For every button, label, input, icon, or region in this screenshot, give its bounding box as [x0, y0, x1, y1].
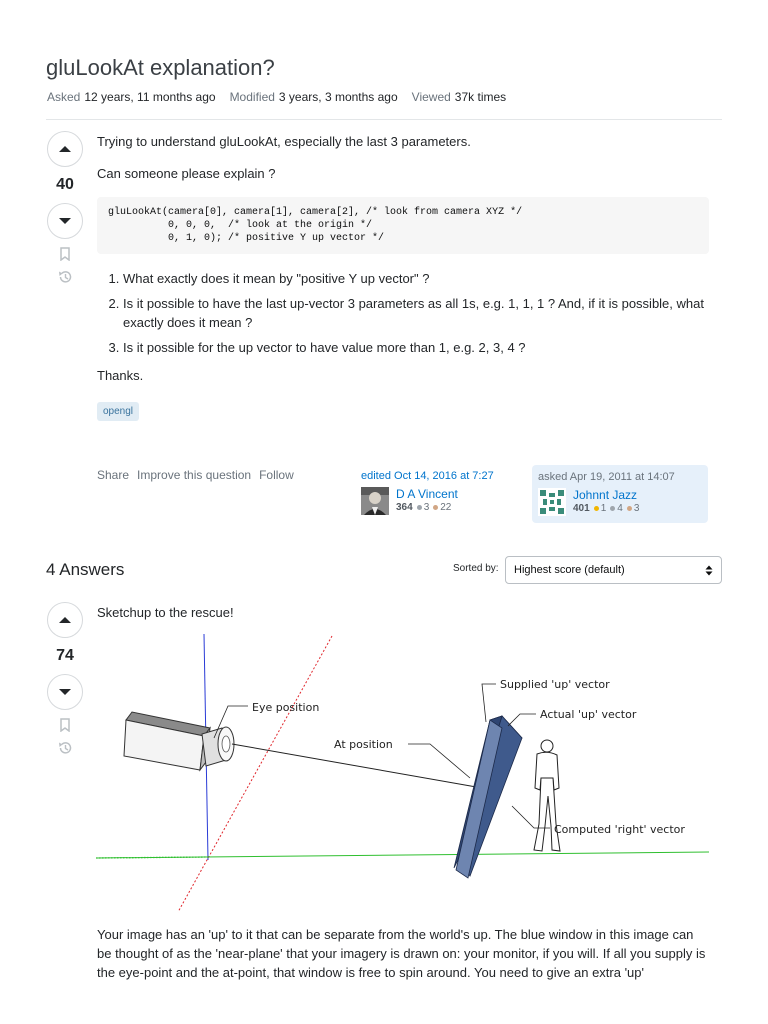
arrow-down-icon [58, 688, 72, 696]
question-body [97, 132, 709, 421]
at-position-label: At position [334, 738, 393, 751]
silver-badge-value: 3 [423, 502, 430, 513]
bookmark-button[interactable] [59, 718, 71, 732]
downvote-button[interactable] [47, 203, 83, 239]
answers-heading: 4 Answers [46, 560, 125, 579]
modified-info [230, 90, 398, 104]
tag-opengl[interactable]: opengl [97, 402, 139, 421]
answer-intro: Sketchup to the rescue! [97, 605, 234, 620]
editor-info [361, 487, 526, 515]
upvote-button[interactable] [47, 602, 83, 638]
asked-value[interactable]: 12 years, 11 months ago [84, 90, 216, 104]
editor-reputation [396, 502, 458, 513]
asker-reputation [573, 503, 639, 514]
eye-position-label: Eye position [252, 701, 320, 714]
viewed-label: Viewed [411, 90, 451, 104]
supplied-up-label: Supplied 'up' vector [500, 678, 610, 691]
bronze-badge-value: 22 [440, 502, 452, 513]
asked-info [47, 90, 216, 104]
asked-label: Asked [47, 90, 81, 104]
downvote-button[interactable] [47, 674, 83, 710]
silver-badge-value: 4 [617, 503, 623, 514]
question-paragraph: Trying to understand gluLookAt, especially the last 3 parameters. [97, 134, 471, 149]
red-axis [178, 636, 332, 912]
history-button[interactable] [57, 269, 73, 285]
list-item: 3. Is it possible for the up vector to have value more than 1, e.g. 2, 3, 4 ? [123, 338, 709, 357]
list-item: 1. What exactly does it mean by "positive Y up vector" ? [123, 269, 709, 288]
viewed-value: 37k times [454, 90, 507, 104]
right-vector-label: Computed 'right' vector [554, 823, 685, 836]
bronze-badge-icon [627, 506, 632, 511]
history-icon [57, 269, 73, 285]
question-meta [47, 90, 506, 104]
bookmark-button[interactable] [59, 247, 71, 261]
gluLookAt-diagram [92, 628, 717, 918]
follow-link[interactable]: Follow [259, 468, 294, 482]
bookmark-icon [59, 718, 71, 732]
answer-paragraph: Your image has an 'up' to it that can be separate from the world's up. The blue window in this image can be thought of as the 'near-plane' that your imagery is drawn on: your monitor, if you will. If all you supply is the eye-point and the at-point, that window is free to spin around. You need to give an extra 'up' [97, 927, 706, 980]
actual-up-label: Actual 'up' vector [540, 708, 637, 721]
avatar[interactable] [361, 487, 389, 515]
edited-timestamp[interactable]: edited Oct 14, 2016 at 7:27 [361, 470, 494, 482]
avatar[interactable] [538, 488, 566, 516]
silver-badge-count [610, 503, 623, 514]
bronze-badge-icon [433, 505, 438, 510]
bronze-badge-value: 3 [633, 503, 640, 514]
question-paragraph: Can someone please explain ? [97, 166, 276, 181]
arrow-down-icon [58, 217, 72, 225]
list-item: 2. Is it possible to have the last up-vector 3 parameters as all 1s, e.g. 1, 1, 1 ? And, if it is possible, what exactly does it mean ? [123, 294, 709, 332]
bookmark-icon [59, 247, 71, 261]
reputation-score: 401 [573, 503, 590, 514]
silver-badge-count [417, 502, 430, 513]
bronze-badge-count [627, 503, 640, 514]
editor-card [361, 470, 526, 515]
gold-badge-value: 1 [600, 503, 607, 514]
gold-badge-icon [594, 506, 599, 511]
camera-shape [124, 712, 234, 770]
asked-timestamp: asked Apr 19, 2011 at 14:07 [538, 471, 675, 483]
question-paragraph: Thanks. [97, 368, 144, 383]
sort-label: Sorted by: [453, 563, 499, 574]
code-block: gluLookAt(camera[0], camera[1], camera[2], /* look from camera XYZ */ 0, 0, 0, /* look at the origin */ 0, 1, 0); /* positive Y up vector */ [97, 197, 709, 254]
silver-badge-icon [417, 505, 422, 510]
post-actions [97, 468, 294, 482]
asker-info [538, 488, 702, 516]
answer-score: 74 [56, 647, 74, 664]
reputation-score: 364 [396, 502, 413, 513]
upvote-button[interactable] [47, 131, 83, 167]
modified-label: Modified [229, 90, 275, 104]
share-link[interactable]: Share [97, 468, 130, 482]
question-title[interactable]: gluLookAt explanation? [46, 55, 275, 80]
editor-details [396, 487, 458, 515]
asker-details [573, 488, 639, 516]
question-vote-column [46, 131, 84, 285]
improve-question-link[interactable]: Improve this question [137, 468, 252, 482]
silver-badge-icon [610, 506, 615, 511]
arrow-up-icon [58, 145, 72, 153]
modified-value[interactable]: 3 years, 3 months ago [278, 90, 398, 104]
header-divider [46, 119, 722, 120]
updown-arrows-icon [705, 565, 713, 576]
history-button[interactable] [57, 740, 73, 756]
green-axis [96, 852, 709, 858]
bronze-badge-count [433, 502, 451, 513]
editor-name[interactable]: D A Vincent [396, 487, 458, 501]
history-icon [57, 740, 73, 756]
sort-select[interactable] [505, 556, 722, 584]
viewed-info [412, 90, 507, 104]
answer-vote-column [46, 602, 84, 756]
tag-list [97, 401, 709, 421]
gold-badge-count [594, 503, 607, 514]
question-list [97, 269, 709, 357]
question-score: 40 [56, 176, 74, 193]
sort-selected-value: Highest score (default) [514, 564, 625, 576]
asker-name[interactable]: Johnnt Jazz [573, 488, 638, 502]
asker-card [532, 465, 708, 523]
arrow-up-icon [58, 616, 72, 624]
